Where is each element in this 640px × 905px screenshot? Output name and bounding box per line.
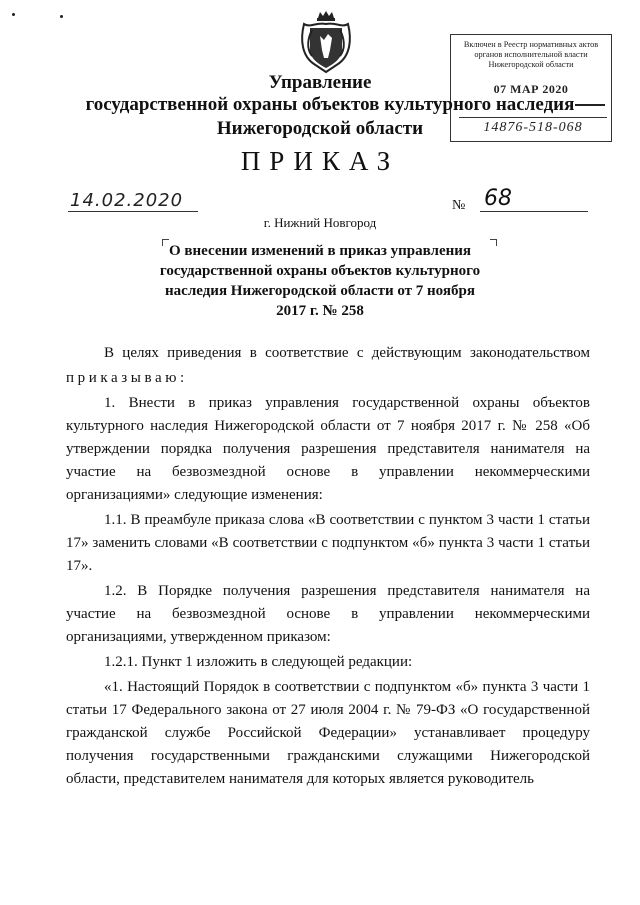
body-paragraph-1-1: 1.1. В преамбуле приказа слова «В соответствии с пунктом 3 части 1 статьи 17» заменить словами «В соответствии с подпунктом «б» пункта 3 части 1 статьи 17».: [66, 512, 590, 574]
order-body: [66, 342, 590, 791]
stamp-text: Включен в Реестр нормативных актов органов исполнительной власти Нижегородской области: [463, 40, 599, 69]
number-underline: [480, 211, 588, 212]
agency-name-line-1: Управление: [268, 72, 372, 93]
date-underline: [68, 211, 198, 212]
body-quoted-paragraph: «1. Настоящий Порядок в соответствии с подпунктом «б» пункта 3 части 1 статьи 17 Федерального закона от 27 июля 2004 г. № 79-ФЗ «О государственной гражданской службе Российской Федерации» устанавливает процедуру получения государственными гражданскими служащими Нижегородской области, представителем нанимателя для которых является руководитель: [66, 679, 590, 787]
scan-speck: [12, 13, 15, 16]
order-number-label: №: [452, 198, 466, 213]
body-command: приказываю:: [66, 370, 188, 386]
body-paragraph-1: 1. Внести в приказ управления государственной охраны объектов культурного наследия Нижегородской области от 7 ноября 2017 г. № 258 «Об утверждении порядка получения разрешения представителя нанимателя на участие на безвозмездной основе в управлении некоммерческими организациями» следующие изменения:: [66, 395, 590, 503]
order-date: 14.02.2020: [70, 190, 184, 211]
order-number: 68: [484, 186, 512, 211]
agency-name-line-3: Нижегородской области: [216, 118, 424, 139]
body-intro: В целях приведения в соответствие с действующим законодательством: [104, 345, 590, 361]
coat-of-arms-icon: [298, 10, 354, 74]
order-city: г. Нижний Новгород: [263, 215, 377, 230]
subject-bracket-right: [490, 239, 497, 246]
scan-speck: [60, 15, 63, 18]
order-subject: О внесении изменений в приказ управления государственной охраны объектов культурного наследия Нижегородской области от 7 ноября 2017 г. № 258: [159, 243, 481, 319]
header-rule: [575, 104, 605, 106]
agency-name-line-2: государственной охраны объектов культурного наследия: [85, 94, 575, 115]
body-paragraph-1-2: 1.2. В Порядке получения разрешения представителя нанимателя на участие на безвозмездной основе в управлении некоммерческими организациями, утвержденном приказом:: [66, 583, 590, 645]
stamp-date: 07 МАР 2020: [493, 82, 569, 96]
document-title: ПРИКАЗ: [240, 146, 400, 176]
stamp-number: 14876-518-068: [459, 117, 607, 136]
body-paragraph-1-2-1: 1.2.1. Пункт 1 изложить в следующей редакции:: [104, 654, 413, 670]
